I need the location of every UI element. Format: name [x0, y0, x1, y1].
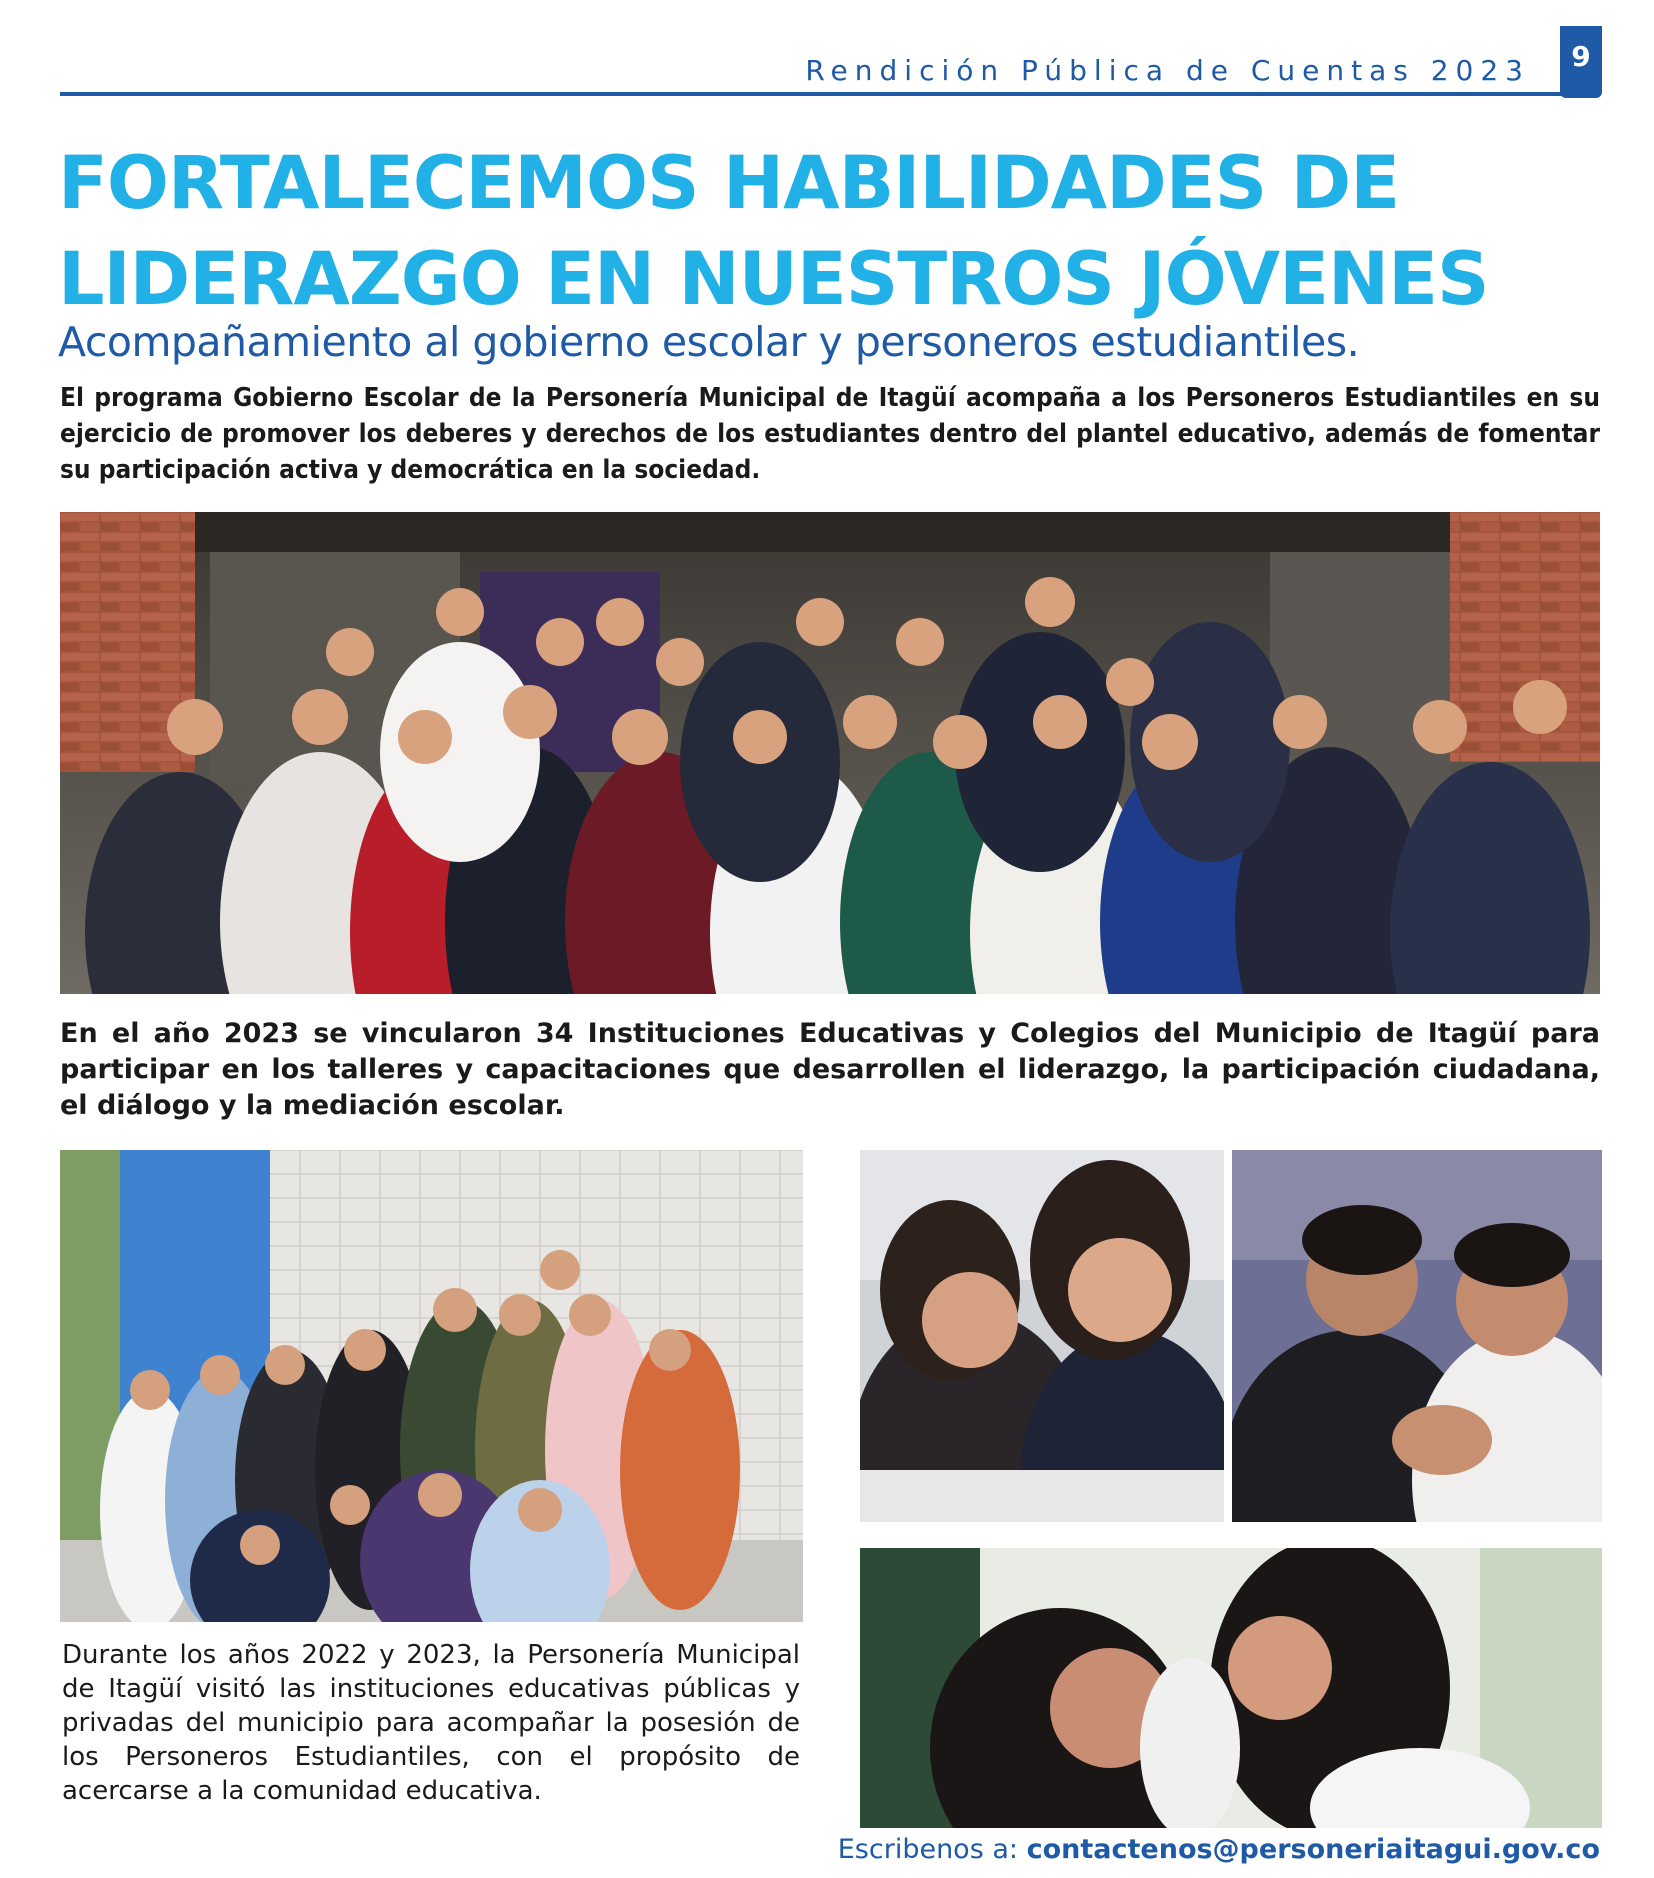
article-subtitle: Acompañamiento al gobierno escolar y personeros estudiantiles.: [58, 318, 1360, 366]
article-title: [58, 136, 1618, 328]
footer-label: Escribenos a:: [837, 1834, 1018, 1865]
publication-title: Rendición Pública de Cuentas 2023: [805, 54, 1530, 87]
page-number-badge: 9: [1560, 26, 1602, 98]
photo-students-handshake: [1232, 1150, 1602, 1522]
group-photo-visit: [60, 1150, 803, 1622]
article-title-line-1: FORTALECEMOS HABILIDADES DE: [58, 141, 1400, 226]
paragraph-2023: En el año 2023 se vincularon 34 Instituciones Educativas y Colegios del Municipio de Itagüí para participar en los talleres y capacitaciones que desarrollen el liderazgo, la participación ciudadana, el diálogo y la mediación escolar.: [60, 1018, 1600, 1121]
footer-contact: [820, 1834, 1600, 1865]
group-photo-main: [60, 512, 1600, 994]
intro-paragraph: El programa Gobierno Escolar de la Personería Municipal de Itagüí acompaña a los Personeros Estudiantiles en su ejercicio de promover los deberes y derechos de los estudiantes dentro del plantel educativo, además de fomentar su participación activa y democrática en la sociedad.: [60, 383, 1600, 485]
header-rule: [60, 92, 1600, 96]
article-title-line-2: LIDERAZGO EN NUESTROS JÓVENES: [58, 237, 1489, 322]
photo-students-smiling: [860, 1150, 1224, 1522]
photo-face-painting: [860, 1548, 1602, 1828]
photo-caption: Durante los años 2022 y 2023, la Personería Municipal de Itagüí visitó las instituciones educativas públicas y privadas del municipio para acompañar la posesión de los Personeros Estudiantiles, con el propósito de acercarse a la comunidad educativa.: [62, 1640, 800, 1806]
footer-email-link[interactable]: contactenos@personeriaitagui.gov.co: [1026, 1834, 1600, 1865]
